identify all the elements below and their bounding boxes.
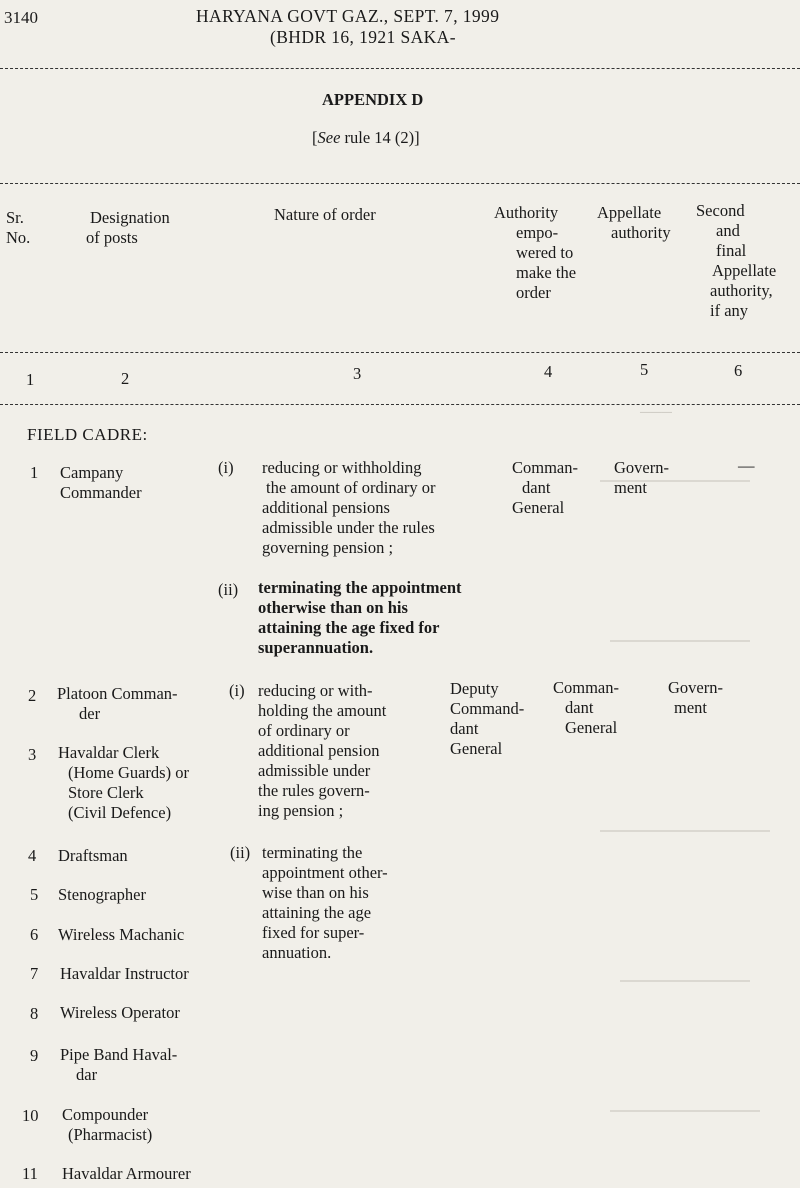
post-designation: Pipe Band Haval- dar — [60, 1045, 178, 1084]
col-number-3: 3 — [353, 364, 362, 383]
order-item-i: reducing or withholding the amount of ordinary or additional pensions admissible under the rules governing pension ; — [262, 458, 436, 557]
running-title: HARYANA GOVT GAZ., SEPT. 7, 1999 — [196, 6, 500, 26]
post-designation: Wireless Operator — [60, 1003, 180, 1022]
col-heading-authority: Authority empo- wered to make the order — [494, 203, 577, 302]
appellate-authority: Comman- dant General — [553, 678, 619, 737]
second-appellate: — — [738, 456, 755, 475]
order-marker-i: (i) — [229, 681, 245, 700]
sr-number: 4 — [28, 846, 37, 865]
post-designation: Draftsman — [58, 846, 128, 865]
post-designation: Havaldar Armourer — [62, 1164, 191, 1183]
col-heading-designation: Designation of posts — [86, 208, 170, 247]
post-designation: Havaldar Clerk (Home Guards) or Store Clerk (Civil Defence) — [58, 743, 189, 822]
col-number-4: 4 — [544, 362, 553, 381]
post-designation: Stenographer — [58, 885, 146, 904]
col-heading-sr: Sr. No. — [6, 208, 31, 247]
sr-number: 11 — [22, 1164, 38, 1183]
sr-number: 6 — [30, 925, 39, 944]
col-number-6: 6 — [734, 361, 743, 380]
order-marker-i: (i) — [218, 458, 234, 477]
section-heading: FIELD CADRE: — [27, 425, 148, 444]
order-item-i: reducing or with- holding the amount of ordinary or additional pension admissible under the rules govern- ing pension ; — [258, 681, 387, 820]
col-heading-second-appellate: Second and final Appellate authority, if any — [696, 201, 777, 320]
order-marker-ii: (ii) — [230, 843, 251, 862]
authority: Comman- dant General — [512, 458, 578, 517]
sr-number: 1 — [30, 463, 39, 482]
order-item-ii: terminating the appointment other- wise than on his attaining the age fixed for super- annuation. — [262, 843, 388, 962]
header-rule — [0, 68, 800, 69]
heading-bottom-rule — [0, 352, 800, 353]
order-item-ii: terminating the appointment otherwise than on his attaining the age fixed for superannuation. — [258, 578, 462, 657]
col-number-2: 2 — [121, 369, 130, 388]
sr-number: 9 — [30, 1046, 39, 1065]
sr-number: 5 — [30, 885, 39, 904]
rule-reference: [See rule 14 (2)] — [312, 128, 420, 147]
authority: Deputy Command- dant General — [450, 679, 525, 758]
col-number-5: 5 — [640, 360, 649, 379]
appellate-authority: Govern- ment — [614, 458, 669, 497]
sr-number: 8 — [30, 1004, 39, 1023]
running-subtitle: (BHDR 16, 1921 SAKA- — [270, 27, 456, 47]
sr-number: 10 — [22, 1106, 39, 1125]
col-heading-appellate: Appellate authority — [597, 203, 671, 242]
order-marker-ii: (ii) — [218, 580, 239, 599]
post-designation: Wireless Machanic — [58, 925, 185, 944]
post-designation: Campany Commander — [60, 463, 142, 502]
sr-number: 7 — [30, 964, 39, 983]
col-number-1: 1 — [26, 370, 35, 389]
post-designation: Platoon Comman- der — [57, 684, 178, 723]
col-heading-nature: Nature of order — [274, 205, 376, 224]
post-designation: Havaldar Instructor — [60, 964, 189, 983]
sr-number: 2 — [28, 686, 37, 705]
appendix-title: APPENDIX D — [322, 90, 424, 109]
table-top-rule — [0, 183, 800, 184]
page-number: 3140 — [4, 8, 38, 27]
second-appellate: Govern- ment — [668, 678, 723, 717]
sr-number: 3 — [28, 745, 37, 764]
post-designation: Compounder (Pharmacist) — [62, 1105, 153, 1144]
table-body-rule — [0, 404, 800, 405]
